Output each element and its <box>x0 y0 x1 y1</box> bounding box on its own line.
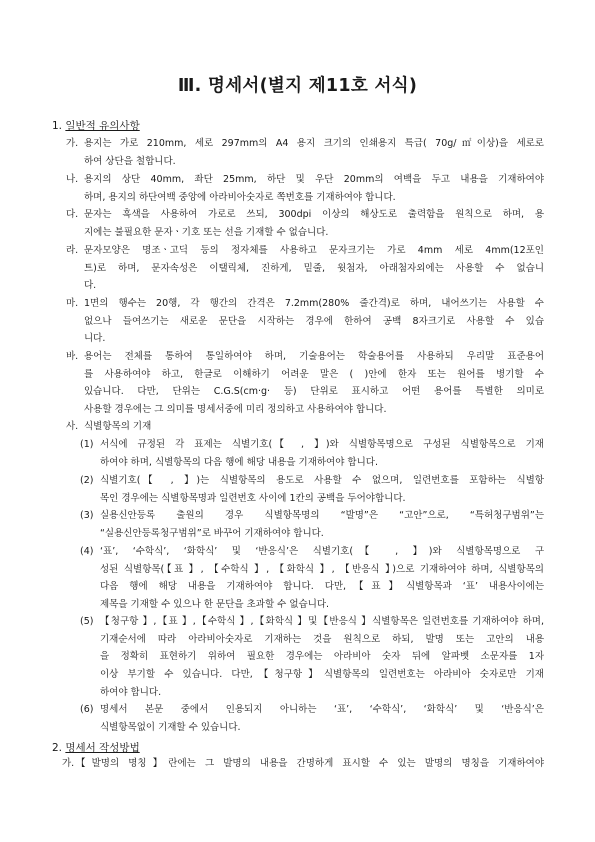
sub-item-5 <box>80 613 544 702</box>
text-line: 니다. <box>84 333 106 345</box>
text-line: 문자는 흑색을 사용하여 가로로 쓰되, 300dpi 이상의 해상도로 출력함을 원칙으로 하며, 용 <box>84 209 544 220</box>
text-line: 식별기호(【 , 】)는 식별항목의 용도로 사용할 수 없으며, 일련번호를 포함하는 식별항 <box>100 475 544 486</box>
page-title: Ⅲ. 명세서(별지 제11호 서식) <box>177 76 418 96</box>
text-line: 명세서 본문 중에서 인용되지 아니하는 ‘표’, ‘수학식’, ‘화학식’ 및 ‘반응식’은 <box>100 704 544 715</box>
text-line: 하여 상단을 철합니다. <box>84 155 176 167</box>
text-line: 없으나 들여쓰기는 새로운 문단을 시작하는 경우에 한하여 공백 8자크기로 사용할 수 있습 <box>84 315 544 327</box>
item-marker: (3) <box>80 510 94 521</box>
item-ga-2 <box>62 755 544 773</box>
item-marker: 바. <box>66 351 79 362</box>
text-line: 제목을 기재할 수 있으나 한 문단을 초과할 수 없습니다. <box>100 599 330 611</box>
text-line: 용지의 상단 40mm, 좌단 25mm, 하단 및 우단 20mm의 여백을 두고 내용을 기재하여야 <box>84 174 544 185</box>
text-line: 지에는 불필요한 문자ㆍ기호 또는 선을 기재할 수 없습니다. <box>84 226 329 238</box>
text-line: 기재순서에 따라 아라비아숫자로 기재하는 것을 원칙으로 하되, 발명 또는 고안의 내용 <box>100 633 544 645</box>
text-line: 성된 식별항목(【표 】, 【수학식 】, 【화학식 】, 【반응식 】)으로 기재하여야 하며, 식별항목의 <box>100 563 544 575</box>
text-line: 서식에 규정된 각 표제는 식별기호(【 , 】)와 식별항목명으로 구성된 식별항목으로 기재 <box>100 439 544 450</box>
item-da <box>66 206 544 241</box>
item-marker: 다. <box>66 209 79 220</box>
text-line: 을 정확히 표현하기 위하여 필요한 경우에는 아라비아 숫자 뒤에 알파벳 소문자를 1자 <box>100 651 544 663</box>
item-ga <box>66 135 544 170</box>
text-line: 하며, 용지의 하단여백 중앙에 아라비아숫자로 쪽번호를 기재하여야 합니다. <box>84 191 396 203</box>
sub-item-4 <box>80 543 544 614</box>
text-line: 문자모양은 명조ㆍ고딕 등의 정자체를 사용하고 문자크기는 가로 4mm 세로 4mm(12포인 <box>84 245 544 256</box>
item-marker: (1) <box>80 439 94 450</box>
text-line: 용어는 전체를 통하여 통일하여야 하며, 기술용어는 학술용어를 사용하되 우리말 표준용어 <box>84 351 544 362</box>
section-number: 2. <box>52 742 63 754</box>
text-line: 실용신안등록 출원의 경우 식별항목명의 “발명”은 “고안”으로, “특허청구범위”는 <box>100 510 544 521</box>
item-marker: (5) <box>80 616 94 627</box>
sub-item-2 <box>80 472 544 507</box>
item-marker: 라. <box>66 245 79 256</box>
text-line: ‘표’, ‘수학식’, ‘화학식’ 및 ‘반응식’은 식별기호(【 , 】)와 식별항목명으로 구 <box>100 546 544 557</box>
section-heading <box>52 740 140 755</box>
item-ma <box>66 295 544 348</box>
text-line: 다. <box>84 280 97 292</box>
item-marker: 사. <box>66 421 79 432</box>
text-line: 식별항목없이 기재할 수 있습니다. <box>100 721 241 733</box>
item-marker: (2) <box>80 475 94 486</box>
text-line: 하여야 하며, 식별항목의 다음 행에 해당 내용을 기재하여야 합니다. <box>100 456 378 468</box>
item-sa <box>66 418 544 436</box>
text-line: 【청구항 】,【표 】,【수학식 】,【화학식 】및【반응식 】식별항목은 일련번호를 기재하여야 하며, <box>100 616 544 627</box>
section-title: 명세서 작성방법 <box>65 742 140 754</box>
sub-item-3 <box>80 507 544 542</box>
sub-item-1 <box>80 436 544 471</box>
section-title: 일반적 유의사항 <box>65 120 140 132</box>
text-line: 용지는 가로 210mm, 세로 297mm의 A4 용지 크기의 인쇄용지 특급( 70g/㎡이상)을 세로로 <box>84 138 544 149</box>
item-marker: 마. <box>66 298 79 309</box>
item-marker: 가. <box>66 138 79 149</box>
text-line: 다음 행에 해당 내용을 기재하여야 합니다. 다만,【표】식별항목과 ‘표’ 내용사이에는 <box>100 581 544 593</box>
item-marker: (4) <box>80 546 94 557</box>
section-number: 1. <box>52 120 63 132</box>
text-line: 하여야 합니다. <box>100 686 162 698</box>
sub-item-6 <box>80 701 544 736</box>
section-heading <box>52 118 140 133</box>
item-marker: 가. <box>62 758 75 769</box>
text-line: “실용신안등록청구범위”로 바꾸어 기재하여야 합니다. <box>100 527 324 539</box>
text-line: 트)로 하며, 문자속성은 이탤릭체, 진하게, 밑줄, 윗첨자, 아래첨자외에는 사용할 수 없습니 <box>84 262 544 274</box>
text-line: 사용할 경우에는 그 의미를 명세서중에 미리 정의하고 사용하여야 합니다. <box>84 404 387 416</box>
item-ra <box>66 242 544 295</box>
text-line: 있습니다. 다만, 단위는 C.G.S(cm·g· 등) 단위로 표시하고 어떤 용어를 특별한 의미로 <box>84 386 544 398</box>
item-marker: 나. <box>66 174 79 185</box>
text-line: 이상 부기할 수 있습니다. 다만,【청구항】식별항목의 일련번호는 아라비아 숫자로만 기재 <box>100 669 544 681</box>
text-line: 목인 경우에는 식별항목명과 일련번호 사이에 1칸의 공백을 두어야합니다. <box>100 492 406 504</box>
item-na <box>66 171 544 206</box>
text-line: 식별항목의 기재 <box>84 421 152 432</box>
item-marker: (6) <box>80 704 94 715</box>
text-line: 【발명의 명칭】란에는 그 발명의 내용을 간명하게 표시할 수 있는 발명의 명칭을 기재하여야 <box>76 758 544 769</box>
text-line: 1면의 행수는 20행, 각 행간의 간격은 7.2mm(280% 줄간격)로 하며, 내어쓰기는 사용할 수 <box>84 298 544 309</box>
text-line: 를 사용하여야 하고, 한글로 이해하기 어려운 말은 ( )안에 한자 또는 원어를 병기할 수 <box>84 368 544 380</box>
item-ba <box>66 348 544 419</box>
